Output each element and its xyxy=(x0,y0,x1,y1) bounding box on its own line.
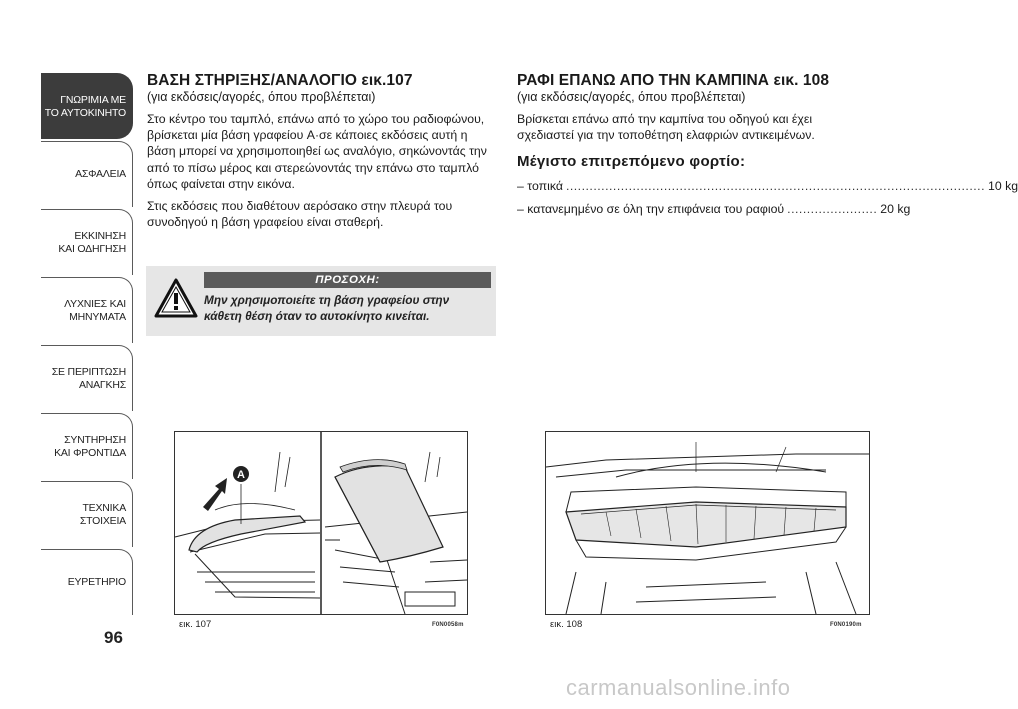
sidebar-tab-label: ΓΝΩΡΙΜΙΑ ΜΕ ΤΟ ΑΥΤΟΚΙΝΗΤΟ xyxy=(44,93,126,119)
figure-caption: εικ. 107 xyxy=(179,619,212,630)
figure-code: F0N0058m xyxy=(432,622,464,628)
section-subtitle: (για εκδόσεις/αγορές, όπου προβλέπεται) xyxy=(147,90,376,104)
sidebar-tab-label: ΤΕΧΝΙΚΑ ΣΤΟΙΧΕΙΑ xyxy=(79,501,126,527)
max-load-heading: Μέγιστο επιτρεπόμενο φορτίο: xyxy=(517,153,746,171)
sidebar-tab-index[interactable] xyxy=(41,549,133,615)
load-value: 20 kg xyxy=(880,202,911,217)
page-number: 96 xyxy=(104,628,123,647)
load-label: – κατανεμημένο σε όλη την επιφάνεια του ραφιού xyxy=(517,202,785,217)
left-column xyxy=(147,72,495,236)
cab-shelf-illustration xyxy=(546,432,869,614)
warning-header: ΠΡΟΣΟΧΗ: xyxy=(204,272,491,288)
sidebar-tab-label: ΑΣΦΑΛΕΙΑ xyxy=(75,168,126,180)
dashboard-illustration xyxy=(175,432,467,614)
watermark: carmanualsonline.info xyxy=(566,675,791,700)
section-subtitle: (για εκδόσεις/αγορές, όπου προβλέπεται) xyxy=(517,90,746,104)
callout-label: A xyxy=(237,469,245,481)
leader-dots: ........................................................................................................... xyxy=(565,179,986,194)
leader-dots: ....................... xyxy=(787,202,878,217)
section-title-desk-support: ΒΑΣΗ ΣΤΗΡΙΞΗΣ/ΑΝΑΛΟΓΙΟ εικ.107 xyxy=(147,72,413,89)
sidebar-tab-starting-driving[interactable] xyxy=(41,209,133,275)
sidebar-tab-label: ΣΥΝΤΗΡΗΣΗ ΚΑΙ ΦΡΟΝΤΙΔΑ xyxy=(54,433,126,459)
warning-text: Μην χρησιμοποιείτε τη βάση γραφείου στην κάθετη θέση όταν το αυτοκίνητο κινείται. xyxy=(204,293,450,323)
figure-code: F0N0190m xyxy=(830,622,862,628)
sidebar-tab-emergency[interactable] xyxy=(41,345,133,411)
sidebar-tab-label: ΛΥΧΝΙΕΣ ΚΑΙ ΜΗΝΥΜΑΤΑ xyxy=(64,297,126,323)
sidebar-tab-safety[interactable] xyxy=(41,141,133,207)
figure-107-dashboard-desk xyxy=(174,431,468,615)
sidebar-tab-label: ΣΕ ΠΕΡΙΠΤΩΣΗ ΑΝΑΓΚΗΣ xyxy=(51,365,126,391)
sidebar-tab-maintenance[interactable] xyxy=(41,413,133,479)
figure-caption: εικ. 108 xyxy=(550,619,583,630)
load-label: – τοπικά xyxy=(517,179,563,194)
body-paragraph: Στο κέντρο του ταμπλό, επάνω από το χώρο του ραδιοφώνου, βρίσκεται μία βάση γραφείου A·σε κάποιες εκδόσεις αυτή η βάση μπορεί να χρησιμοποιηθεί ως αναλόγιο, σηκώνοντάς την από το πίσω μέρος και στερεώνοντάς την επάνω στο ταμπλό όπως φαίνεται στην εικόνα. xyxy=(147,112,487,191)
load-row xyxy=(517,201,911,217)
warning-box xyxy=(146,266,496,336)
body-paragraph: Στις εκδόσεις που διαθέτουν αερόσακο στην πλευρά του συνοδηγού η βάση γραφείου είναι σταθερή. xyxy=(147,199,453,230)
warning-triangle-icon xyxy=(154,278,198,318)
figure-108-cab-shelf xyxy=(545,431,870,615)
load-row xyxy=(517,178,1018,194)
sidebar-tab-getting-to-know[interactable] xyxy=(41,73,133,139)
chapter-sidebar xyxy=(41,73,133,617)
section-title-cab-shelf: ΡΑΦΙ ΕΠΑΝΩ ΑΠΟ ΤΗΝ ΚΑΜΠΙΝΑ εικ. 108 xyxy=(517,72,830,89)
sidebar-tab-label: ΕΥΡΕΤΗΡΙΟ xyxy=(67,576,126,588)
load-value: 10 kg xyxy=(988,179,1018,194)
right-column xyxy=(517,72,1018,224)
sidebar-tab-technical-data[interactable] xyxy=(41,481,133,547)
sidebar-tab-label: ΕΚΚΙΝΗΣΗ ΚΑΙ ΟΔΗΓΗΣΗ xyxy=(58,229,126,255)
body-paragraph: Βρίσκεται επάνω από την καμπίνα του οδηγού και έχει σχεδιαστεί για την τοποθέτηση ελαφριών αντικειμένων. xyxy=(517,112,815,143)
sidebar-tab-warning-lights[interactable] xyxy=(41,277,133,343)
